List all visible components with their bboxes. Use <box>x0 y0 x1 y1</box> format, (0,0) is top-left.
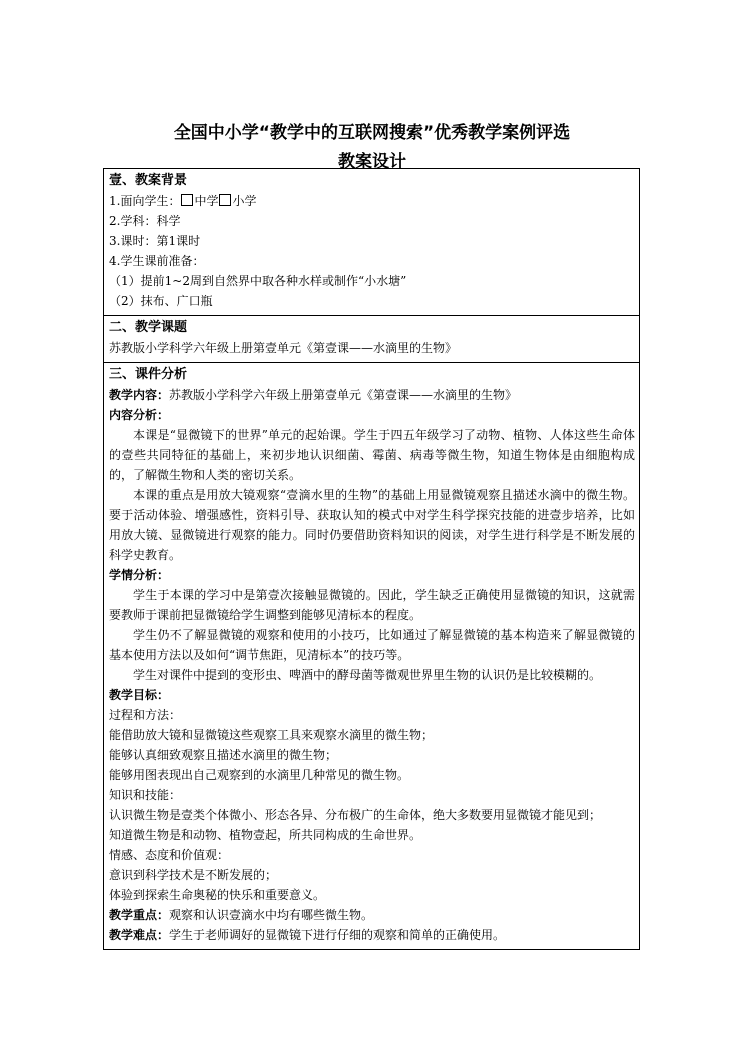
analysis-paragraph-2: 本课的重点是用放大镜观察“壹滴水里的生物”的基础上用显微镜观察且描述水滴中的微生物。要于活动体验、增强感性，资料引导、获取认知的模式中对学生科学探究技能的进壹步培养，比如用放大镜、显微镜进行观察的能力。同时仍要借助资料知识的阅读，对学生进行科学是不断发展的科学史教育。 <box>109 488 635 562</box>
difficulty-line <box>109 925 635 945</box>
goal-emotion-heading: 情感、态度和价值观： <box>109 848 230 862</box>
key-point-label: 教学重点： <box>109 908 170 922</box>
key-point-text: 观察和认识壹滴水中均有哪些微生物。 <box>169 908 374 922</box>
target-option-middle: 中学 <box>194 194 219 208</box>
analysis-label: 内容分析： <box>109 408 170 422</box>
section-background <box>104 169 640 316</box>
prep-line: 4.学生课前准备： <box>109 254 205 268</box>
goal-item-2: 能够认真细致观察且描述水滴里的微生物； <box>109 748 338 762</box>
content-label: 教学内容： <box>109 388 170 402</box>
goal-item-5: 知道微生物是和动物、植物壹起，所共同构成的生命世界。 <box>109 828 422 842</box>
section-topic <box>104 316 640 363</box>
prep-item-1: （1）提前1~2周到自然界中取各种水样或制作“小水塘” <box>109 274 407 288</box>
content-line <box>109 385 635 405</box>
difficulty-text: 学生于老师调好的显微镜下进行仔细的观察和简单的正确使用。 <box>169 928 506 942</box>
learner-paragraph-2: 学生仍不了解显微镜的观察和使用的小技巧，比如通过了解显微镜的基本构造来了解显微镜的基本使用方法以及如何“调节焦距，见清标本”的技巧等。 <box>109 628 635 662</box>
difficulty-label: 教学难点： <box>109 928 170 942</box>
section-heading-analysis: 三、课件分析 <box>109 367 188 382</box>
goal-item-7: 体验到探索生命奥秘的快乐和重要意义。 <box>109 888 326 902</box>
subject-line: 2.学科：科学 <box>109 214 181 228</box>
checkbox-icon <box>181 194 193 206</box>
learner-label: 学情分析： <box>109 568 170 582</box>
topic-text: 苏教版小学科学六年级上册第壹单元《第壹课——水滴里的生物》 <box>109 341 458 355</box>
goal-item-4: 认识微生物是壹类个体微小、形态各异、分布极广的生命体，绝大多数要用显微镜才能见到； <box>109 808 602 822</box>
lesson-plan-table <box>103 168 640 950</box>
content-text: 苏教版小学科学六年级上册第壹单元《第壹课——水滴里的生物》 <box>169 388 518 402</box>
goal-item-1: 能借助放大镜和显微镜这些观察工具来观察水滴里的微生物； <box>109 728 434 742</box>
learner-paragraph-3: 学生对课件中提到的变形虫、啤酒中的酵母菌等微观世界里生物的认识仍是比较模糊的。 <box>133 668 602 682</box>
analysis-paragraph-1: 本课是“显微镜下的世界”单元的起始课。学生于四五年级学习了动物、植物、人体这些生命体的壹些共同特征的基础上，来初步地认识细菌、霉菌、病毒等微生物，知道生物体是由细胞构成的，了解微生物和人类的密切关系。 <box>109 428 635 482</box>
goal-item-6: 意识到科学技术是不断发展的； <box>109 868 278 882</box>
hours-line: 3.课时：第1课时 <box>109 234 201 248</box>
target-option-primary: 小学 <box>232 194 257 208</box>
goal-knowledge-heading: 知识和技能： <box>109 788 182 802</box>
section-heading-topic: 二、教学课题 <box>109 320 188 335</box>
checkbox-icon <box>219 194 231 206</box>
goals-label: 教学目标： <box>109 688 170 702</box>
document-subtitle: 教案设计 <box>338 152 406 172</box>
goal-item-3: 能够用图表现出自己观察到的水滴里几种常见的微生物。 <box>109 768 410 782</box>
target-students <box>109 191 635 211</box>
learner-paragraph-1: 学生于本课的学习中是第壹次接触显微镜的。因此，学生缺乏正确使用显微镜的知识，这就需要教师于课前把显微镜给学生调整到能够见清标本的程度。 <box>109 588 635 622</box>
key-point-line <box>109 905 635 925</box>
target-prefix: 1.面向学生： <box>109 194 181 208</box>
section-heading-background: 壹、教案背景 <box>109 173 188 188</box>
prep-item-2: （2）抹布、广口瓶 <box>109 294 213 308</box>
document-title: 全国中小学“教学中的互联网搜索”优秀教学案例评选 <box>173 123 571 143</box>
goal-process-heading: 过程和方法： <box>109 708 182 722</box>
section-analysis <box>104 363 640 950</box>
